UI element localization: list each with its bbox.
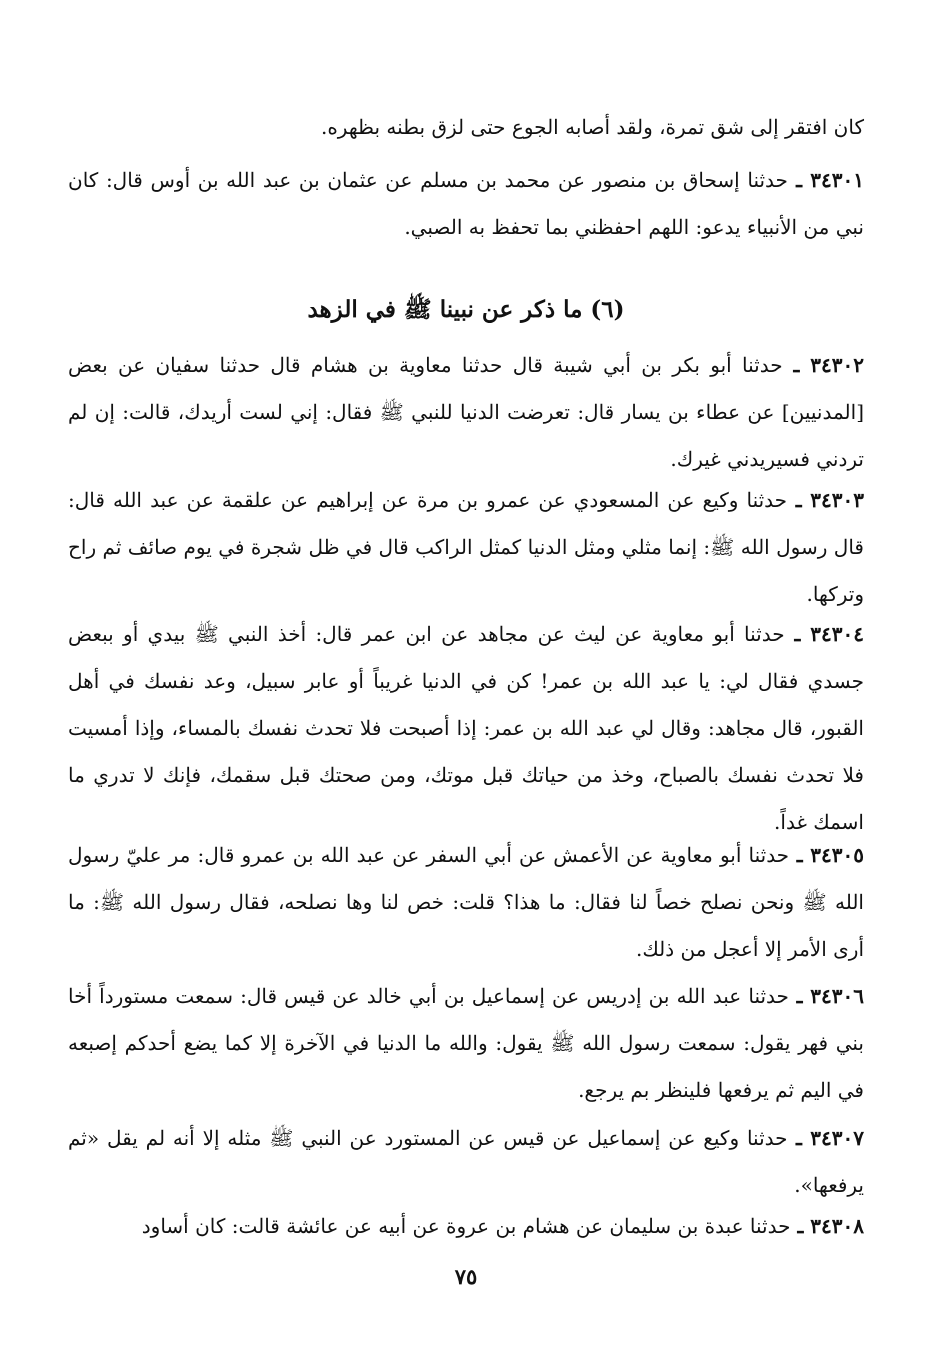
hadith-separator: ـ bbox=[788, 984, 811, 1008]
book-page bbox=[68, 0, 864, 1369]
hadith-text: حدثنا أبو بكر بن أبي شيبة قال حدثنا معاوية بن هشام قال حدثنا سفيان عن بعض [المدنيين] عن عطاء بن يسار قال: تعرضت الدنيا للنبي ﷺ فقال: إني لست أريدك، قالت: إن لم تردني فسيريدني غيرك. bbox=[68, 353, 864, 471]
hadith-number: ٣٤٣٠٤ bbox=[810, 622, 864, 646]
page-number: ٧٥ bbox=[454, 1264, 478, 1289]
hadith-text: حدثنا عبدة بن سليمان عن هشام بن عروة عن أبيه عن عائشة قالت: كان أساود bbox=[141, 1214, 791, 1238]
hadith-paragraph bbox=[68, 477, 864, 618]
hadith-separator: ـ bbox=[790, 1214, 811, 1238]
continuation-paragraph bbox=[68, 104, 864, 151]
hadith-number: ٣٤٣٠٥ bbox=[810, 843, 864, 867]
hadith-text: حدثنا وكيع عن إسماعيل عن قيس عن المستورد عن النبي ﷺ مثله إلا أنه لم يقل «ثم يرفعها». bbox=[68, 1126, 864, 1197]
hadith-separator: ـ bbox=[789, 843, 811, 867]
hadith-separator: ـ bbox=[782, 353, 811, 377]
hadith-separator: ـ bbox=[784, 622, 811, 646]
hadith-paragraph bbox=[68, 342, 864, 483]
hadith-text: حدثنا أبو معاوية عن ليث عن مجاهد عن ابن عمر قال: أخذ النبي ﷺ بيدي أو ببعض جسدي فقال لي: يا عبد الله بن عمر! كن في الدنيا غريباً أو عابر سبيل، وعد نفسك في أهل القبور، قال مجاهد: وقال لي عبد الله بن عمر: إذا أصبحت فلا تحدث نفسك بالمساء، وإذا أمسيت فلا تحدث نفسك بالصباح، وخذ من حياتك قبل موتك، ومن صحتك قبل سقمك، فإنك لا تدري ما اسمك غداً. bbox=[68, 622, 864, 834]
hadith-paragraph bbox=[68, 1203, 864, 1250]
hadith-text: حدثنا إسحاق بن منصور عن محمد بن مسلم عن عثمان بن عبد الله بن أوس قال: كان نبي من الأنبياء يدعو: اللهم احفظني بما تحفظ به الصبي. bbox=[68, 168, 864, 239]
hadith-number: ٣٤٣٠٨ bbox=[810, 1214, 864, 1238]
hadith-text: حدثنا عبد الله بن إدريس عن إسماعيل بن أبي خالد عن قيس قال: سمعت مستورداً أخا بني فهر يقول: سمعت رسول الله ﷺ يقول: والله ما الدنيا في الآخرة إلا كما يضع أحدكم إصبعه في اليم ثم يرفعها فلينظر بم يرجع. bbox=[68, 984, 864, 1102]
hadith-paragraph bbox=[68, 1115, 864, 1209]
hadith-paragraph bbox=[68, 832, 864, 973]
hadith-separator: ـ bbox=[787, 168, 811, 192]
hadith-number: ٣٤٣٠٦ bbox=[810, 984, 864, 1008]
continuation-text: كان افتقر إلى شق تمرة، ولقد أصابه الجوع حتى لزق بطنه بظهره. bbox=[320, 115, 864, 139]
hadith-paragraph bbox=[68, 611, 864, 846]
hadith-number: ٣٤٣٠١ bbox=[810, 168, 864, 192]
hadith-separator: ـ bbox=[787, 488, 811, 512]
hadith-number: ٣٤٣٠٣ bbox=[810, 488, 864, 512]
hadith-text: حدثنا وكيع عن المسعودي عن عمرو بن مرة عن إبراهيم عن علقمة عن عبد الله قال: قال رسول الله ﷺ: إنما مثلي ومثل الدنيا كمثل الراكب قال في ظل شجرة في يوم صائف ثم راح وتركها. bbox=[68, 488, 864, 606]
hadith-number: ٣٤٣٠٢ bbox=[810, 353, 864, 377]
hadith-paragraph bbox=[68, 157, 864, 251]
hadith-paragraph bbox=[68, 973, 864, 1114]
chapter-title: (٦) ما ذكر عن نبينا ﷺ في الزهد bbox=[307, 296, 625, 323]
hadith-number: ٣٤٣٠٧ bbox=[810, 1126, 864, 1150]
hadith-separator: ـ bbox=[787, 1126, 811, 1150]
hadith-text: حدثنا أبو معاوية عن الأعمش عن أبي السفر عن عبد الله بن عمرو قال: مر عليّ رسول الله ﷺ ونحن نصلح خصاً لنا فقال: ما هذا؟ قلت: خص لنا وها نصلحه، فقال رسول الله ﷺ: ما أرى الأمر إلا أعجل من ذلك. bbox=[68, 843, 864, 961]
